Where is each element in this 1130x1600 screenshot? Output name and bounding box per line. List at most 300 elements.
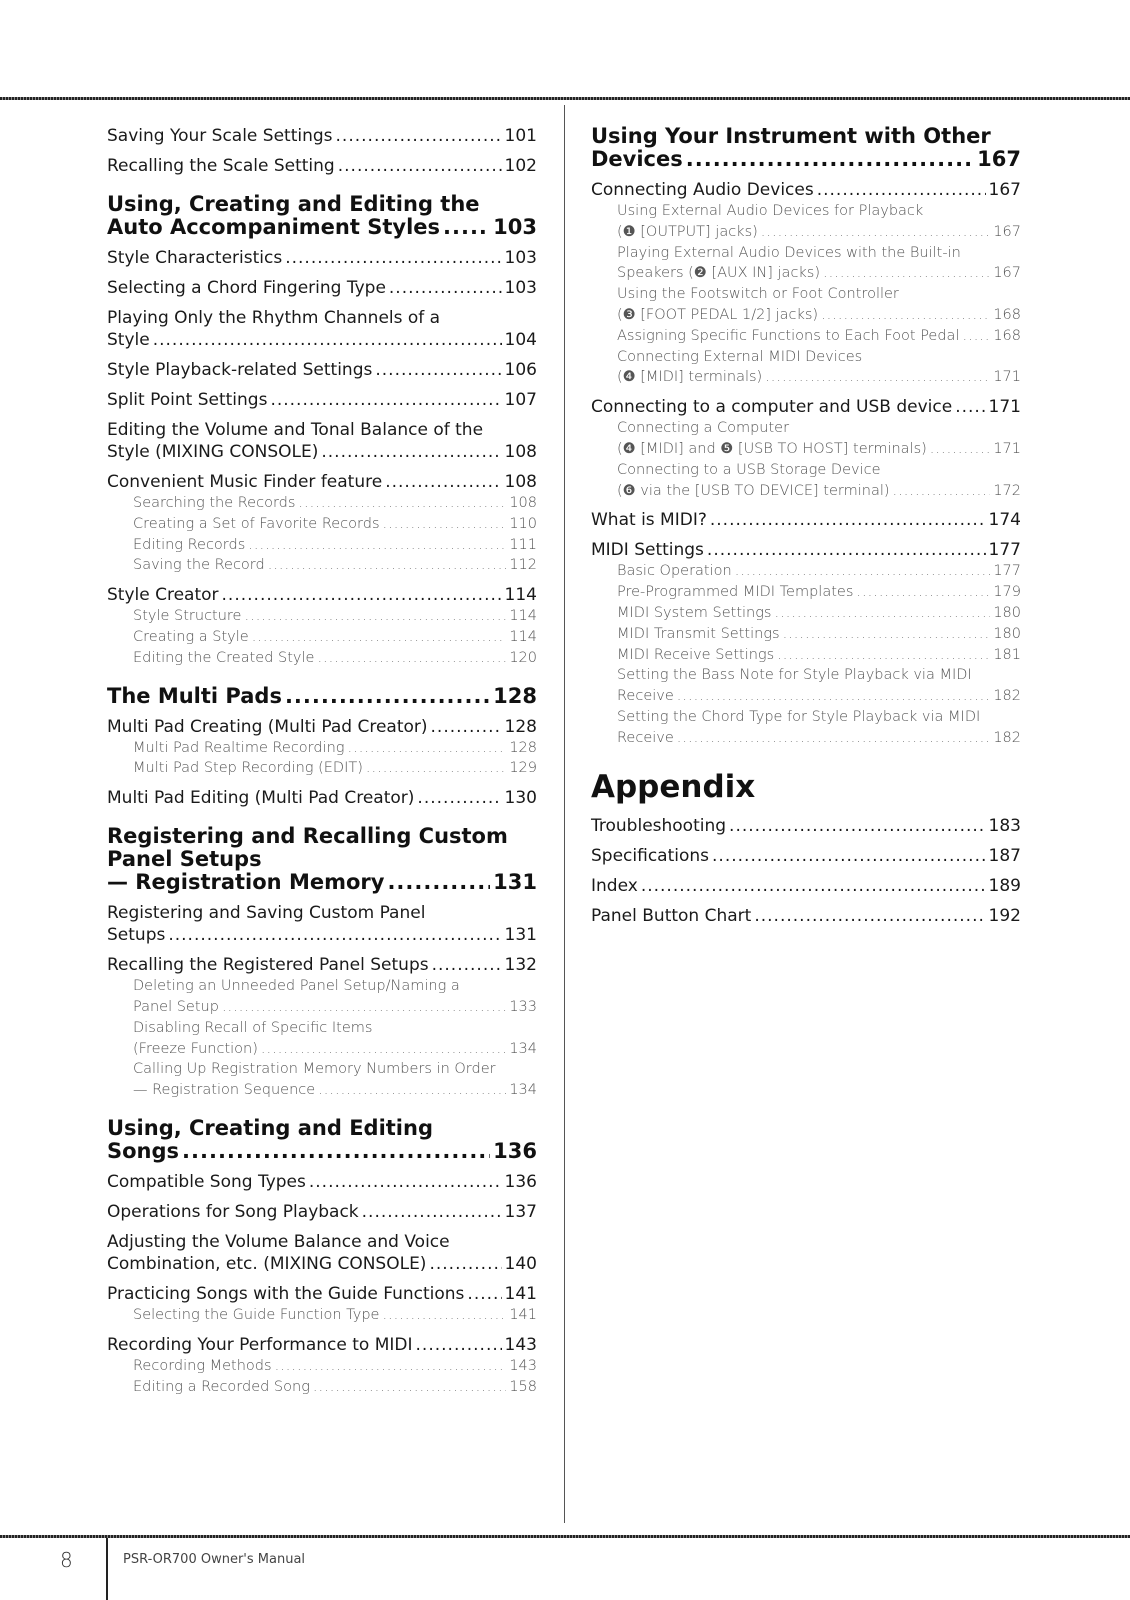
toc-sub-entry-line-title: Searching the Records [133,495,296,511]
toc-sub-entry-last[interactable] [591,222,1021,243]
toc-section-entry-line[interactable] [107,155,537,177]
toc-sub-entry-line[interactable] [107,606,537,627]
toc-sub-entry-last-title: Receive [617,688,674,705]
toc-sub-entry-last[interactable] [591,481,1021,502]
spacer [591,867,1021,875]
toc-chapter-entry-last-title: — Registration Memory [107,870,385,895]
toc-section-entry[interactable] [591,509,1021,531]
toc-sub-entry[interactable] [107,976,537,1018]
leader-dots [383,514,507,535]
toc-chapter-entry[interactable] [107,825,537,894]
toc-section-entry-line-page: 167 [988,180,1021,200]
toc-section-entry[interactable] [591,845,1021,867]
footer-separator [106,1538,108,1600]
toc-left-column [107,125,537,1397]
toc-sub-entry-line-title: Basic Operation [617,563,732,580]
toc-sub-entry-line[interactable] [107,738,537,759]
toc-sub-entry-line-page: 110 [509,515,537,532]
leader-dots [710,509,986,531]
toc-sub-entry[interactable] [591,624,1021,645]
toc-section-entry-line-title: Multi Pad Creating (Multi Pad Creator) [107,716,428,737]
toc-chapter-entry-line: Using, Creating and Editing the [107,192,480,216]
toc-section-entry-line-page: 174 [988,510,1021,531]
leader-dots [467,1283,501,1305]
toc-section-entry[interactable] [107,954,537,976]
toc-section-entry-line-page: 101 [504,126,537,146]
leader-dots [416,1334,502,1356]
toc-section-entry-line-title: Style Creator [107,585,219,606]
toc-section-entry-line-title: Panel Button Chart [591,905,752,926]
leader-dots [729,815,986,837]
toc-section-entry-last[interactable] [107,924,537,946]
toc-section-entry-line[interactable] [107,277,537,299]
toc-sub-entry-last-page: 168 [993,306,1021,323]
toc-sub-entry[interactable] [107,648,537,669]
toc-section-entry[interactable] [107,1283,537,1305]
toc-section-entry-line[interactable] [591,179,1021,201]
toc-section-entry[interactable] [107,307,537,351]
toc-sub-entry-line[interactable] [591,561,1021,582]
toc-sub-entry-last-title: (❻ via the [USB TO DEVICE] terminal) [617,482,890,499]
toc-sub-entry[interactable] [107,1305,537,1326]
toc-section-entry[interactable] [107,471,537,493]
toc-section-entry-line-title: Recalling the Scale Setting [107,156,335,176]
toc-sub-entry-line-title: Editing a Recorded Song [133,1378,310,1395]
toc-section-entry-line-title: Compatible Song Types [107,1171,306,1192]
toc-sub-entry-line-page: 168 [993,327,1021,344]
toc-chapter-entry-last-title: The Multi Pads [107,683,282,708]
toc-sub-entry[interactable] [107,535,537,556]
spacer [107,894,537,902]
toc-section-entry[interactable] [591,396,1021,418]
toc-sub-entry-last[interactable] [591,263,1021,284]
toc-section-entry[interactable] [591,179,1021,201]
leader-dots [382,1305,506,1326]
bottom-rule [0,1535,1130,1538]
toc-section-entry[interactable] [107,389,537,411]
toc-section-entry-line[interactable] [107,716,537,738]
toc-sub-entry-line[interactable] [591,326,1021,347]
toc-section-entry[interactable] [107,1334,537,1356]
toc-section-entry-line-page: 189 [988,875,1021,896]
toc-sub-entry-line-page: 180 [993,625,1021,642]
toc-sub-entry-line[interactable] [107,1305,537,1326]
toc-section-entry-line[interactable] [107,584,537,606]
spacer [107,147,537,155]
leader-dots [298,493,506,514]
leader-dots [270,389,501,411]
toc-sub-entry[interactable] [107,1018,537,1060]
spacer [107,269,537,277]
toc-section-entry[interactable] [107,155,537,177]
toc-sub-entry-line-title: Multi Pad Step Recording (EDIT) [133,760,363,777]
toc-section-entry-last-page: 140 [504,1253,537,1274]
toc-section-entry-last[interactable] [107,441,537,463]
spacer [107,177,537,193]
toc-chapter-entry-last-page: 136 [493,1138,537,1163]
top-rule [0,97,1130,100]
toc-sub-entry-line-title: Editing the Created Style [133,649,315,666]
toc-sub-entry-last-title: (❹ [MIDI] and ❺ [USB TO HOST] terminals) [617,440,927,457]
toc-sub-entry-line: Calling Up Registration Memory Numbers in Order [133,1061,496,1078]
toc-sub-entry-line: Connecting a Computer [617,420,790,437]
leader-dots [222,997,506,1018]
toc-sub-entry-line: Using External Audio Devices for Playback [617,203,924,219]
toc-sub-entry-line: Connecting to a USB Storage Device [617,461,881,478]
spacer [107,809,537,825]
leader-dots [429,1253,501,1275]
toc-section-entry-line[interactable] [107,1334,537,1356]
toc-sub-entry-line: Setting the Chord Type for Style Playback via MIDI [617,708,981,725]
leader-dots [735,561,991,582]
toc-chapter-entry-last[interactable] [107,216,537,239]
toc-sub-entry-line[interactable] [107,514,537,535]
toc-section-entry-line-title: Index [591,875,638,896]
toc-section-entry-line-title: Recalling the Registered Panel Setups [107,955,429,976]
toc-sub-entry-line[interactable] [107,1377,537,1398]
spacer [107,779,537,787]
toc-sub-entry-line-page: 111 [509,536,537,553]
toc-sub-entry-line-title: Multi Pad Realtime Recording [133,739,345,756]
toc-section-entry[interactable] [591,905,1021,927]
toc-section-entry-line[interactable] [591,509,1021,531]
leader-dots [823,263,990,284]
toc-section-entry-last-title: Style [107,330,150,350]
toc-chapter-entry[interactable] [591,125,1021,171]
toc-section-entry-line-title: Troubleshooting [591,815,727,836]
toc-sub-entry-line[interactable] [107,758,537,779]
toc-sub-entry-line[interactable] [107,648,537,669]
toc-section-entry-line[interactable] [107,954,537,976]
spacer [107,1193,537,1201]
spacer [107,351,537,359]
leader-dots [641,875,986,897]
toc-section-entry[interactable] [591,815,1021,837]
toc-section-entry-line-page: 177 [988,540,1021,561]
toc-sub-entry-line-page: 181 [993,646,1021,663]
toc-sub-entry-last[interactable] [591,439,1021,460]
spacer [107,463,537,471]
leader-dots [955,396,985,418]
toc-section-entry-line-title: Operations for Song Playback [107,1201,359,1222]
toc-sub-entry-line[interactable] [107,1356,537,1377]
toc-sub-entry-last[interactable] [591,728,1021,749]
toc-chapter-entry-line: Registering and Recalling Custom [107,824,508,849]
spacer [107,1275,537,1283]
toc-section-entry-last[interactable] [107,1253,537,1275]
toc-section-entry-last-page: 131 [504,925,537,946]
toc-section-entry-line-title: Saving Your Scale Settings [107,126,333,146]
leader-dots [275,1356,507,1377]
spacer [107,299,537,307]
toc-sub-entry-line-title: Creating a Set of Favorite Records [133,515,380,532]
toc-section-entry-line[interactable] [107,471,537,493]
spacer [591,837,1021,845]
toc-section-entry-line-page: 143 [504,1334,537,1355]
toc-chapter-entry-last[interactable] [107,685,537,708]
toc-sub-entry-line-page: 129 [509,760,537,777]
toc-chapter-entry-last[interactable] [591,148,1021,171]
spacer [107,1326,537,1334]
toc-section-entry-line-page: 137 [504,1201,537,1222]
toc-sub-entry-line[interactable] [107,555,537,576]
toc-section-entry-line[interactable] [591,875,1021,897]
leader-dots [962,326,990,347]
toc-section-entry-last-title: Style (MIXING CONSOLE) [107,442,319,462]
toc-section-entry[interactable] [107,359,537,381]
toc-section-entry-line-title: Style Playback-related Settings [107,360,373,380]
toc-section-entry-line[interactable] [107,1283,537,1305]
toc-section-entry-line-title: Connecting Audio Devices [591,180,814,200]
toc-section-entry-last-title: Setups [107,925,166,946]
toc-sub-entry-line-page: 128 [509,739,537,756]
toc-chapter-entry-last-page: 128 [493,683,537,708]
spacer [107,381,537,389]
toc-section-entry-line-title: What is MIDI? [591,510,707,531]
page-number: 8 [60,1548,73,1572]
toc-sub-entry-last-page: 167 [993,223,1021,240]
toc-sub-entry-last[interactable] [107,1080,537,1101]
toc-sub-entry[interactable] [107,514,537,535]
toc-sub-entry-line-title: Creating a Style [133,628,249,645]
toc-chapter-entry[interactable] [107,1117,537,1163]
toc-section-entry[interactable] [107,584,537,606]
toc-sub-entry-last[interactable] [591,305,1021,326]
toc-section-entry[interactable] [107,1201,537,1223]
toc-sub-entry-line: Connecting External MIDI Devices [617,348,863,365]
toc-sub-entry[interactable] [107,1356,537,1377]
toc-sub-entry[interactable] [591,201,1021,243]
toc-section-entry-last[interactable] [107,329,537,351]
toc-sub-entry-line[interactable] [107,627,537,648]
toc-chapter-entry-line: Using Your Instrument with Other [591,124,991,148]
toc-sub-entry[interactable] [107,758,537,779]
leader-dots [309,1171,502,1193]
toc-section-entry-line[interactable] [107,1201,537,1223]
spacer [107,1223,537,1231]
toc-sub-entry-last[interactable] [591,367,1021,388]
manual-name: PSR-OR700 Owner's Manual [123,1552,306,1567]
toc-section-entry-line[interactable] [591,539,1021,561]
toc-section-entry-line[interactable] [107,125,537,147]
toc-chapter-entry-last-title: Songs [107,1138,180,1163]
toc-section-entry[interactable] [107,419,537,463]
toc-section-entry-line-page: 102 [504,156,537,176]
toc-section-entry-line[interactable] [591,905,1021,927]
leader-dots [761,222,991,243]
leader-dots [432,954,502,976]
toc-sub-entry-last-title: (❸ [FOOT PEDAL 1/2] jacks) [617,306,819,323]
toc-sub-entry[interactable] [107,555,537,576]
toc-sub-entry[interactable] [591,665,1021,707]
toc-sub-entry-line-title: MIDI System Settings [617,604,772,621]
leader-dots [783,624,991,645]
toc-section-entry-last-title: Combination, etc. (MIXING CONSOLE) [107,1253,427,1274]
leader-dots [244,606,506,627]
leader-dots [248,535,506,556]
toc-section-entry-line-page: 107 [504,390,537,410]
toc-chapter-entry-last[interactable] [107,1140,537,1163]
toc-sub-entry[interactable] [591,418,1021,460]
toc-sub-entry-last-page: 167 [993,265,1021,282]
toc-section-entry[interactable] [591,875,1021,897]
toc-section-entry-line-page: 108 [504,472,537,492]
toc-sub-entry-line[interactable] [591,603,1021,624]
toc-sub-entry-last-title: (❶ [OUTPUT] jacks) [617,223,758,240]
toc-chapter-entry-last-title: Auto Accompaniment Styles [107,215,441,239]
toc-sub-entry-last-page: 182 [993,688,1021,705]
leader-dots [893,481,991,502]
leader-dots [677,728,991,749]
toc-sub-entry-line-page: 180 [993,604,1021,621]
spacer [107,669,537,685]
toc-sub-entry-line-title: Editing Records [133,536,246,553]
toc-section-entry-line-page: 103 [504,248,537,268]
toc-sub-entry[interactable] [591,326,1021,347]
leader-dots [362,1201,502,1223]
toc-sub-entry-last-page: 134 [509,1040,537,1057]
leader-dots [712,845,986,867]
spacer [107,239,537,247]
toc-chapter-entry[interactable] [107,193,537,239]
toc-sub-entry-last-page: 171 [993,440,1021,457]
toc-section-entry[interactable] [591,539,1021,561]
toc-section-entry-line[interactable] [107,1171,537,1193]
toc-section-entry-line[interactable] [591,815,1021,837]
toc-section-entry-line-title: Multi Pad Editing (Multi Pad Creator) [107,788,415,809]
toc-sub-entry-line-page: 141 [509,1306,537,1323]
toc-section-entry-line[interactable] [591,396,1021,418]
toc-sub-entry[interactable] [591,645,1021,666]
toc-sub-entry-line[interactable] [591,645,1021,666]
toc-chapter-entry-last-title: Devices [591,147,683,171]
toc-section-entry-line-title: Selecting a Chord Fingering Type [107,278,386,298]
toc-sub-entry-line[interactable] [591,624,1021,645]
spacer [107,708,537,716]
toc-sub-entry-last-title: — Registration Sequence [133,1082,316,1099]
toc-sub-entry-line: Setting the Bass Note for Style Playback via MIDI [617,667,972,684]
toc-sub-entry-line-page: 114 [509,608,537,625]
toc-section-entry[interactable] [107,1231,537,1275]
toc-right-column [591,125,1021,927]
toc-sub-entry-line-title: MIDI Receive Settings [617,646,775,663]
leader-dots [168,924,501,946]
leader-dots [261,1039,506,1060]
toc-section-entry[interactable] [107,277,537,299]
leader-dots [313,1377,506,1398]
toc-sub-entry[interactable] [107,606,537,627]
leader-dots [775,603,991,624]
toc-section-entry-line[interactable] [107,787,537,809]
toc-section-entry-line[interactable] [107,389,537,411]
toc-section-entry[interactable] [107,716,537,738]
leader-dots [417,787,501,809]
toc-sub-entry[interactable] [107,1377,537,1398]
toc-section-entry[interactable] [107,902,537,946]
toc-section-entry-line-page: 171 [988,397,1021,418]
toc-sub-entry-last[interactable] [591,686,1021,707]
leader-dots [318,1080,506,1101]
spacer [107,1101,537,1117]
toc-chapter-entry-last[interactable] [107,871,537,894]
toc-sub-entry[interactable] [591,243,1021,285]
toc-section-entry-line-page: 192 [988,905,1021,926]
toc-section-entry[interactable] [107,787,537,809]
appendix-heading: Appendix [591,768,756,805]
toc-section-entry-last-page: 104 [504,330,537,350]
toc-sub-entry-line-page: 112 [509,557,537,574]
toc-sub-entry[interactable] [591,603,1021,624]
toc-sub-entry[interactable] [107,738,537,759]
toc-sub-entry-line-page: 177 [993,563,1021,580]
toc-sub-entry-line-title: Style Structure [133,608,242,625]
toc-section-entry-line-title: Convenient Music Finder feature [107,472,383,492]
toc-sub-entry-line[interactable] [107,493,537,514]
toc-sub-entry[interactable] [591,460,1021,502]
toc-sub-entry-last[interactable] [107,997,537,1018]
leader-dots [153,329,502,351]
toc-sub-entry-last-title: Speakers (❷ [AUX IN] jacks) [617,265,821,282]
toc-section-entry-line-page: 130 [504,788,537,809]
toc-section-entry[interactable] [107,1171,537,1193]
toc-sub-entry[interactable] [591,347,1021,389]
toc-chapter-entry-last-page: 103 [493,215,537,239]
leader-dots [268,555,507,576]
leader-dots [431,716,502,738]
toc-sub-entry[interactable] [591,561,1021,582]
toc-sub-entry-line-page: 120 [509,649,537,666]
toc-chapter-entry-last-page: 167 [977,147,1021,171]
toc-section-entry-line-page: 183 [988,815,1021,836]
toc-sub-entry[interactable] [107,1059,537,1101]
toc-sub-entry-line-page: 143 [509,1357,537,1374]
toc-sub-entry-last-page: 172 [993,482,1021,499]
toc-section-entry-line[interactable] [107,247,537,269]
toc-section-entry-line-title: Practicing Songs with the Guide Functions [107,1283,465,1304]
spacer [107,411,537,419]
toc-sub-entry[interactable] [591,582,1021,603]
toc-section-entry[interactable] [107,125,537,147]
toc-chapter-entry[interactable] [107,685,537,708]
toc-sub-entry-last-title: Receive [617,729,674,746]
toc-sub-entry-last[interactable] [107,1039,537,1060]
toc-section-entry-line-page: 114 [504,585,537,606]
toc-sub-entry-line-page: 158 [509,1378,537,1395]
toc-sub-entry-line-page: 179 [993,584,1021,601]
toc-sub-entry[interactable] [107,493,537,514]
toc-sub-entry-line-title: Saving the Record [133,557,265,574]
toc-sub-entry[interactable] [107,627,537,648]
leader-dots [821,305,990,326]
leader-dots [285,685,490,708]
toc-sub-entry-line: Using the Footswitch or Foot Controller [617,286,899,303]
toc-sub-entry-last-title: (Freeze Function) [133,1040,258,1057]
toc-sub-entry-line[interactable] [107,535,537,556]
toc-sub-entry-line-title: Recording Methods [133,1357,272,1374]
toc-section-entry[interactable] [107,247,537,269]
toc-sub-entry[interactable] [591,707,1021,749]
spacer [591,171,1021,179]
leader-dots [222,584,502,606]
leader-dots [252,627,507,648]
toc-chapter-entry-last-page: 131 [493,870,537,895]
toc-sub-entry[interactable] [591,284,1021,326]
leader-dots [385,471,501,493]
toc-section-entry-line[interactable] [107,359,537,381]
toc-sub-entry-line[interactable] [591,582,1021,603]
toc-section-entry-line[interactable] [591,845,1021,867]
leader-dots [348,738,507,759]
